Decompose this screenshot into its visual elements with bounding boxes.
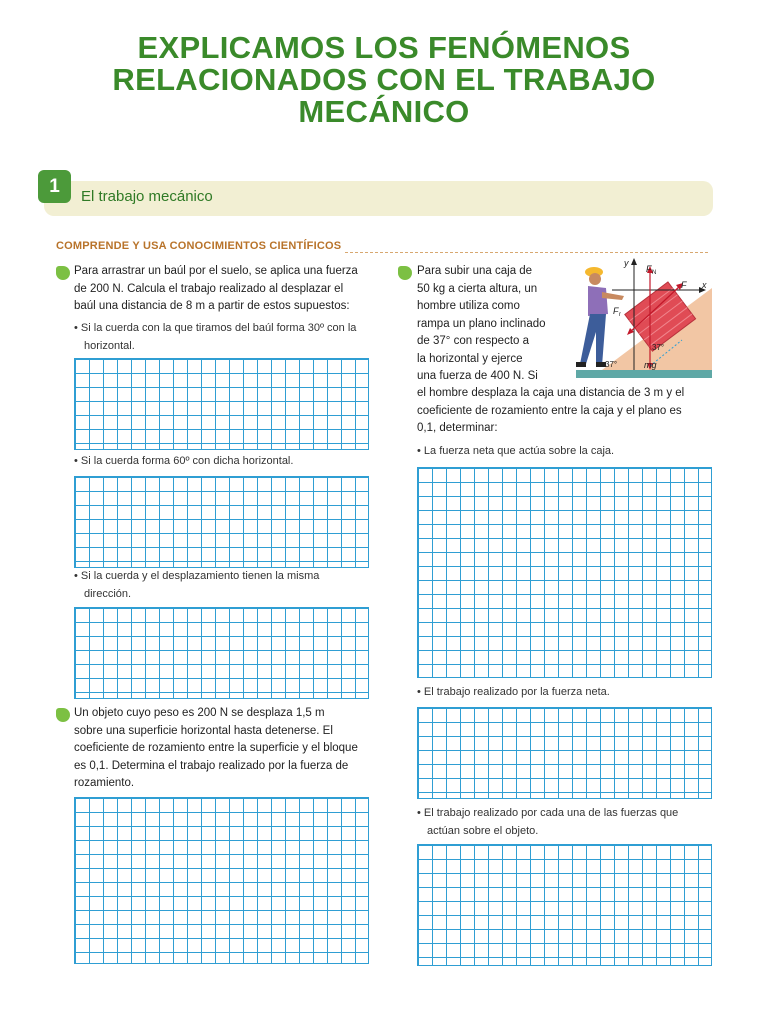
question-3-line: 0,1, determinar: [417, 422, 498, 434]
question-3a-text: • La fuerza neta que actúa sobre la caja. [417, 445, 615, 457]
question-2-line: rozamiento. [74, 777, 135, 789]
question-3-line: una fuerza de 400 N. Si [417, 370, 538, 382]
title-line-2: RELACIONADOS CON EL TRABAJO [112, 62, 656, 97]
force-label-normal: F [646, 264, 652, 274]
ground [576, 370, 712, 378]
answer-grid-2[interactable] [74, 797, 369, 964]
question-1a-line: horizontal. [84, 339, 135, 352]
inclined-plane-figure [572, 254, 714, 382]
question-2-line: es 0,1. Determina el trabajo realizado por la fuerza de [74, 759, 349, 772]
question-3-line: 50 kg a cierta altura, un [417, 282, 538, 295]
question-3-line: la horizontal y ejerce [417, 352, 523, 365]
question-3-line: de 37° con respecto a [417, 335, 530, 347]
question-1a-text [74, 320, 374, 355]
man-pushing-icon [576, 267, 624, 367]
question-1c-text [74, 568, 374, 603]
question-1b-text: • Si la cuerda forma 60º con dicha horizontal. [74, 455, 294, 467]
section-number-badge: 1 [38, 170, 71, 203]
answer-grid-3b[interactable] [417, 707, 712, 799]
question-3-line: el hombre desplaza la caja una distancia de 3 m y el [417, 387, 685, 399]
axis-label-x: x [702, 280, 707, 290]
question-3-line: rampa un plano inclinado [417, 317, 546, 330]
axis-label-y: y [624, 258, 629, 268]
question-3c-line: • El trabajo realizado por cada una de las fuerzas que [417, 807, 679, 819]
question-3-text-top [417, 263, 577, 386]
question-1-line: de 200 N. Calcula el trabajo realizado al desplazar el [74, 282, 344, 295]
force-label-friction: F [613, 306, 619, 316]
angle-label-ramp: 37° [605, 360, 618, 369]
answer-grid-3c[interactable] [417, 844, 712, 966]
question-3c-line: actúan sobre el objeto. [427, 824, 539, 837]
answer-grid-1c[interactable] [74, 607, 369, 699]
question-1c-line: • Si la cuerda y el desplazamiento tienen la misma [74, 570, 320, 582]
question-1-text [74, 263, 374, 316]
section-title: El trabajo mecánico [81, 188, 213, 205]
page-title [60, 32, 708, 128]
question-2-line: Un objeto cuyo peso es 200 N se desplaza 1,5 m [74, 707, 325, 719]
title-line-3: MECÁNICO [298, 94, 470, 129]
question-3-line: Para subir una caja de [417, 265, 533, 277]
subheading-divider [345, 252, 708, 253]
question-1c-line: dirección. [84, 587, 132, 600]
question-bullet-icon [398, 266, 412, 280]
force-label-applied: F [681, 280, 687, 290]
answer-grid-1b[interactable] [74, 476, 369, 568]
force-label-weight: mg [644, 360, 657, 370]
angle-label-weight: 37° [652, 343, 665, 352]
question-3b-text: • El trabajo realizado por la fuerza neta. [417, 686, 610, 698]
question-3-line: hombre utiliza como [417, 300, 520, 312]
answer-grid-3a[interactable] [417, 467, 712, 678]
question-bullet-icon [56, 708, 70, 722]
question-bullet-icon [56, 266, 70, 280]
question-2-line: coeficiente de rozamiento entre la superficie y el bloque [74, 742, 358, 754]
question-1-line: Para arrastrar un baúl por el suelo, se aplica una fuerza [74, 265, 358, 277]
force-label-normal-subscript: N [652, 270, 657, 276]
force-label-friction-subscript: r [619, 312, 621, 318]
question-2-line: sobre una superficie horizontal hasta detenerse. El [74, 724, 333, 737]
question-3c-text [417, 805, 717, 840]
title-line-1: EXPLICAMOS LOS FENÓMENOS [137, 30, 631, 65]
question-3-text-bottom [417, 385, 717, 438]
question-1-line: baúl una distancia de 8 m a partir de estos supuestos: [74, 300, 350, 312]
question-3-line: coeficiente de rozamiento entre la caja y el plano es [417, 404, 682, 417]
subheading: COMPRENDE Y USA CONOCIMIENTOS CIENTÍFICOS [56, 240, 342, 252]
question-1a-line: • Si la cuerda con la que tiramos del baúl forma 30º con la [74, 322, 357, 334]
question-2-text [74, 705, 374, 793]
answer-grid-1a[interactable] [74, 358, 369, 450]
